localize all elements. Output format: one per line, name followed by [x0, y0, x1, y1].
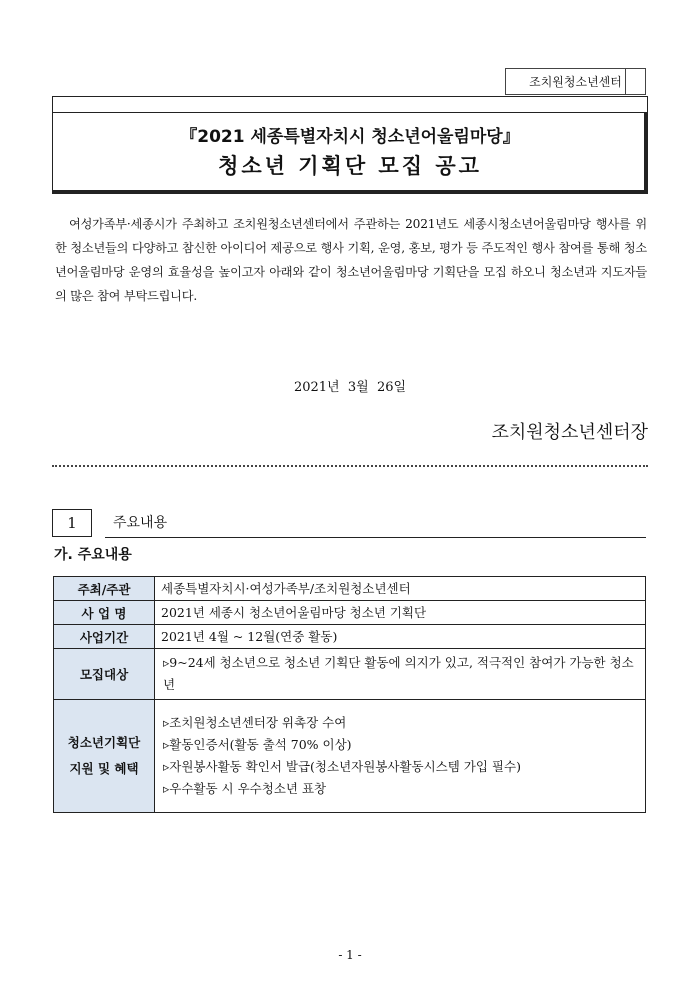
project-value: 2021년 세종시 청소년어울림마당 청소년 기획단	[155, 601, 646, 625]
benefit-list	[155, 700, 646, 813]
info-table	[53, 576, 646, 813]
project-label: 사 업 명	[54, 601, 155, 625]
list-item: ▹활동인증서(활동 출석 70% 이상)	[163, 737, 352, 752]
list-item: ▹자원봉사활동 확인서 발급(청소년자원봉사활동시스템 가입 필수)	[163, 759, 521, 774]
table-row-period	[54, 625, 646, 649]
subsection-title: 가. 주요내용	[54, 547, 132, 563]
host-value: 세종특별자치시·여성가족부/조치원청소년센터	[155, 577, 646, 601]
section-underline	[105, 537, 646, 538]
table-row-benefits	[54, 700, 646, 813]
title-box-shadow-bottom	[53, 190, 647, 193]
title-box-top-band	[53, 97, 647, 113]
benefit-label	[54, 700, 155, 813]
org-tag-text: 조치원청소년센터	[529, 75, 622, 89]
title-line-2: 청소년 기획단 모집 공고	[218, 154, 482, 178]
target-label: 모집대상	[54, 649, 155, 700]
section-title: 주요내용	[113, 515, 168, 531]
signer: 조치원청소년센터장	[491, 422, 648, 443]
benefit-label-line-1: 청소년기획단	[67, 735, 141, 750]
target-value: ▹9~24세 청소년으로 청소년 기획단 활동에 의지가 있고, 적극적인 참여가 가능한 청소년	[155, 649, 646, 700]
page-number: - 1 -	[338, 948, 362, 962]
list-item: ▹조치원청소년센터장 위촉장 수여	[163, 715, 347, 730]
list-item: ▹우수활동 시 우수청소년 표창	[163, 781, 327, 796]
table-row-project	[54, 601, 646, 625]
period-label: 사업기간	[54, 625, 155, 649]
table-row-host	[54, 577, 646, 601]
section-number: 1	[67, 514, 77, 532]
intro-paragraph: 여성가족부·세종시가 주최하고 조치원청소년센터에서 주관하는 2021년도 세종시청소년어울림마당 행사를 위한 청소년들의 다양하고 참신한 아이디어 제공으로 행사 기획, 운영, 홍보, 평가 등 주도적인 행사 참여를 통해 청소년어울림마당 운영의 효율성을 높이고자 아래와 같이 청소년어울림마당 기획단을 모집 하오니 청소년과 지도자들의 많은 참여 부탁드립니다.	[55, 217, 647, 303]
table-row-target	[54, 649, 646, 700]
host-label: 주최/주관	[54, 577, 155, 601]
org-tag-corner	[625, 69, 645, 94]
benefit-label-line-2: 지원 및 혜택	[69, 761, 139, 776]
title-line-1: 『2021 세종특별자치시 청소년어울림마당』	[180, 127, 520, 147]
section-number-box	[52, 509, 92, 537]
org-tag	[505, 68, 646, 95]
period-value: 2021년 4월 ~ 12월(연중 활동)	[155, 625, 646, 649]
dotted-divider	[52, 465, 648, 467]
announcement-date: 2021년 3월 26일	[293, 380, 407, 395]
